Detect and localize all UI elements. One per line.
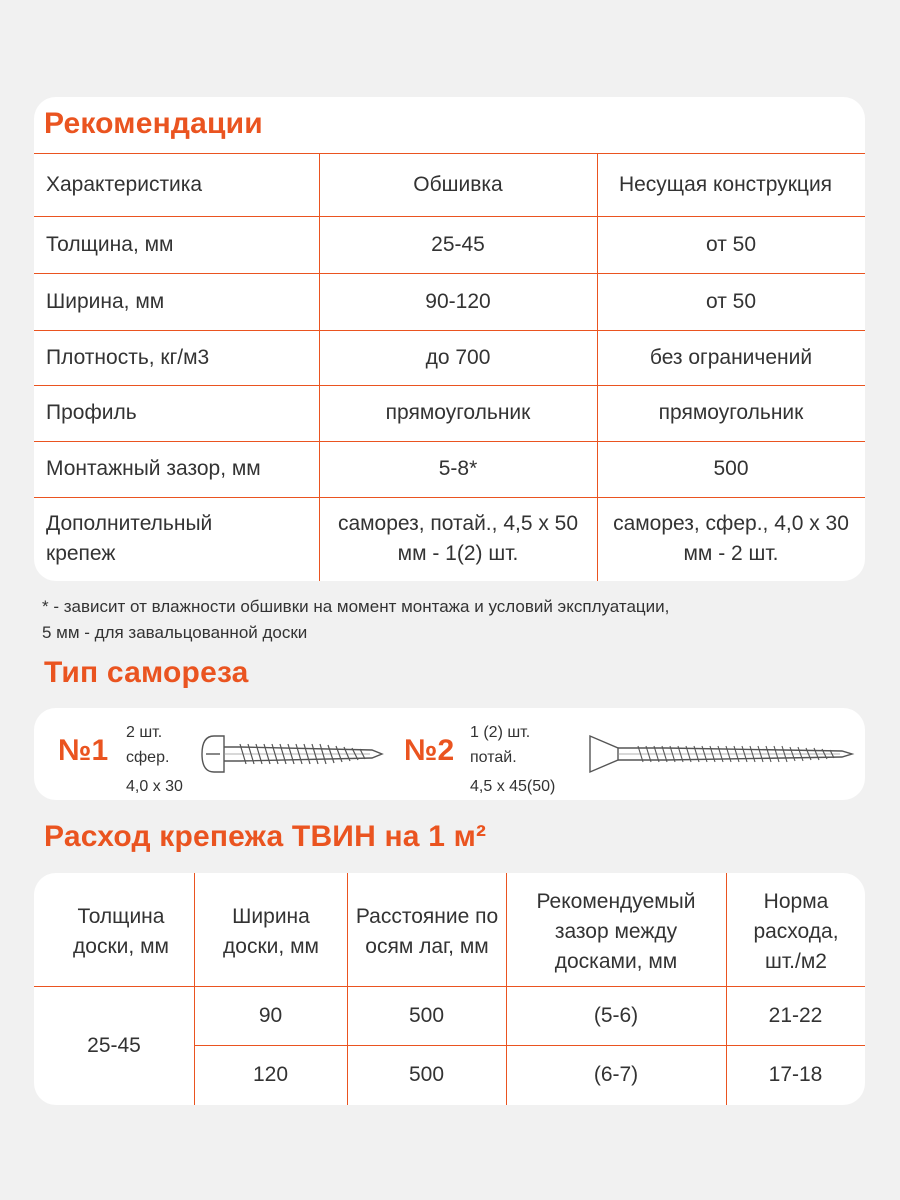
screw-types-card [34, 708, 865, 800]
rec-row-structure: без ограничений [649, 345, 813, 369]
cons-row-joist: 500 [408, 1003, 445, 1027]
rec-row-cladding: до 700 [425, 345, 491, 369]
rec-row-structure: 500 [713, 457, 749, 480]
rec-row-cladding: 25-45 [431, 232, 485, 256]
rec-row-label: Дополнительный крепеж [46, 512, 213, 565]
consumption-table [34, 873, 865, 1105]
screw-types-title: Тип самореза [44, 656, 249, 689]
cons-row-joist: 500 [408, 1063, 445, 1086]
rec-row-structure: саморез, сфер., 4,0 х 30 мм - 2 шт. [613, 512, 849, 565]
rec-header-characteristic: Характеристика [46, 172, 203, 196]
screw-2-quantity: 1 (2) шт. [470, 724, 531, 741]
cons-header-thickness: Толщина доски, мм [73, 904, 169, 958]
cons-header-width: Ширина доски, мм [223, 904, 319, 958]
consumption-title: Расход крепежа ТВИН на 1 м² [44, 820, 487, 853]
rec-row-label: Плотность, кг/м3 [46, 345, 210, 369]
rec-row-cladding: прямоугольник [385, 401, 531, 424]
round-head-screw-icon [200, 730, 384, 778]
cons-header-gap: Рекомендуемый зазор между досками, мм [536, 889, 696, 973]
consumption-card [34, 873, 865, 1105]
cons-row-width: 120 [252, 1063, 289, 1086]
cons-row-gap: (5-6) [593, 1003, 639, 1027]
rec-header-structure: Несущая конструкция [618, 172, 833, 196]
cons-row-rate: 17-18 [768, 1063, 823, 1086]
cons-row-width: 90 [258, 1003, 283, 1027]
recommendations-title: Рекомендации [44, 107, 263, 140]
cons-header-rate: Норма расхода, шт./м2 [753, 889, 839, 973]
rec-row-cladding: 90-120 [425, 289, 491, 313]
rec-row-structure: прямоугольник [658, 401, 804, 424]
rec-row-structure: от 50 [705, 289, 757, 313]
cons-header-joist-spacing: Расстояние по осям лаг, мм [355, 904, 499, 958]
rec-row-structure: от 50 [705, 232, 757, 256]
cons-thickness-value: 25-45 [87, 1033, 141, 1057]
footnote-line-1: * - зависит от влажности обшивки на момент монтажа и условий эксплуатации, [42, 597, 670, 616]
screw-1-size: 4,0 х 30 [126, 778, 183, 795]
rec-row-label: Монтажный зазор, мм [46, 457, 261, 480]
recommendations-table [34, 97, 865, 581]
screw-2-head: потай. [470, 749, 517, 766]
screw-1-quantity: 2 шт. [126, 724, 163, 741]
footnote-line-2: 5 мм - для завальцованной доски [42, 623, 308, 642]
rec-row-label: Толщина, мм [46, 232, 174, 256]
rec-row-cladding: 5-8* [438, 457, 478, 480]
screw-1-number: №1 [58, 734, 109, 767]
countersunk-screw-icon [586, 730, 856, 778]
rec-row-label: Ширина, мм [46, 289, 165, 313]
cons-row-rate: 21-22 [768, 1003, 823, 1027]
screw-1-head: сфер. [126, 749, 170, 766]
cons-row-gap: (6-7) [593, 1063, 639, 1086]
screw-2-number: №2 [404, 734, 455, 767]
rec-header-cladding: Обшивка [413, 172, 503, 196]
rec-row-label: Профиль [46, 401, 137, 424]
rec-row-cladding: саморез, потай., 4,5 х 50 мм - 1(2) шт. [337, 512, 579, 565]
recommendations-card [34, 97, 865, 581]
screw-2-size: 4,5 х 45(50) [470, 778, 556, 795]
